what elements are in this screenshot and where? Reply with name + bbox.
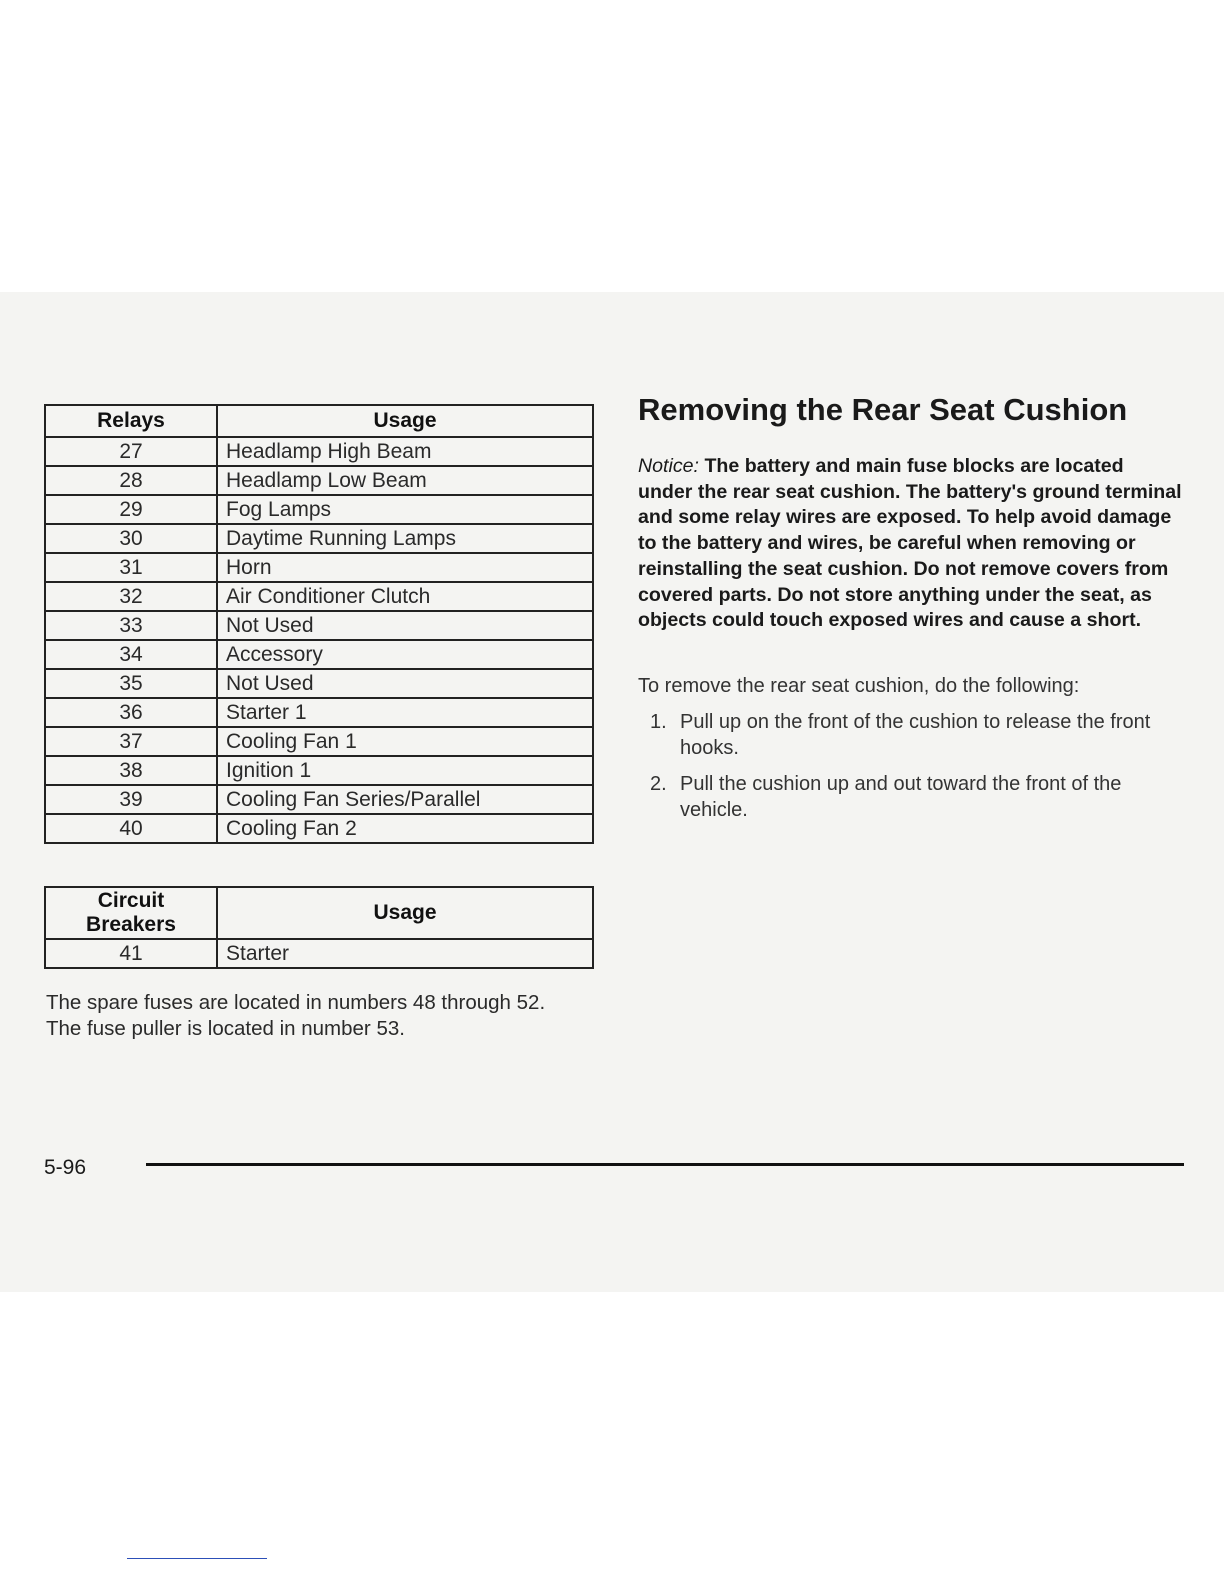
relay-number: 38 xyxy=(45,756,217,785)
list-item xyxy=(638,710,1183,761)
relay-number: 33 xyxy=(45,611,217,640)
table-row xyxy=(45,437,593,466)
table-row xyxy=(45,698,593,727)
table-row xyxy=(45,785,593,814)
breaker-usage: Starter xyxy=(217,939,593,968)
relay-usage: Cooling Fan Series/Parallel xyxy=(217,785,593,814)
notice-text: The battery and main fuse blocks are located under the rear seat cushion. The battery's ground terminal and some relay wires are exposed. To help avoid damage to the battery and wires, be careful when removing or reinstalling the seat cushion. Do not remove covers from covered parts. Do not store anything under the seat, as objects could touch exposed wires and cause a short. xyxy=(638,455,1182,632)
notice-label: Notice: xyxy=(638,455,699,477)
table-row xyxy=(45,524,593,553)
relay-number: 36 xyxy=(45,698,217,727)
relay-usage: Cooling Fan 1 xyxy=(217,727,593,756)
relay-number: 35 xyxy=(45,669,217,698)
table-row xyxy=(45,939,593,968)
step-text: Pull up on the front of the cushion to release the front hooks. xyxy=(680,711,1151,759)
table-row xyxy=(45,640,593,669)
relay-usage: Cooling Fan 2 xyxy=(217,814,593,843)
bottom-link-underline xyxy=(127,1558,267,1559)
procedure-steps xyxy=(638,710,1183,834)
relay-usage: Ignition 1 xyxy=(217,756,593,785)
relay-usage: Headlamp Low Beam xyxy=(217,466,593,495)
relay-usage: Not Used xyxy=(217,669,593,698)
header-line: Breakers xyxy=(86,913,176,936)
usage-column-header: Usage xyxy=(217,887,593,939)
table-row xyxy=(45,611,593,640)
relays-column-header: Relays xyxy=(45,405,217,437)
usage-column-header: Usage xyxy=(217,405,593,437)
table-header-row xyxy=(45,887,593,939)
relay-number: 29 xyxy=(45,495,217,524)
relay-number: 28 xyxy=(45,466,217,495)
page-number: 5-96 xyxy=(44,1156,87,1179)
table-header-row xyxy=(45,405,593,437)
procedure-intro: To remove the rear seat cushion, do the following: xyxy=(638,675,1080,697)
relay-number: 37 xyxy=(45,727,217,756)
list-item xyxy=(638,772,1183,823)
notice-paragraph xyxy=(638,454,1183,634)
relay-usage: Daytime Running Lamps xyxy=(217,524,593,553)
relay-number: 40 xyxy=(45,814,217,843)
step-number: 2. xyxy=(650,773,667,795)
table-row xyxy=(45,669,593,698)
note-line: The fuse puller is located in number 53. xyxy=(46,1017,405,1040)
table-row xyxy=(45,466,593,495)
footer-divider xyxy=(146,1163,1184,1166)
relay-usage: Horn xyxy=(217,553,593,582)
table-row xyxy=(45,582,593,611)
spare-fuses-note xyxy=(46,990,606,1042)
relay-number: 34 xyxy=(45,640,217,669)
step-number: 1. xyxy=(650,711,667,733)
relay-usage: Fog Lamps xyxy=(217,495,593,524)
circuit-breakers-table xyxy=(44,886,594,969)
header-line: Circuit xyxy=(97,889,165,912)
relay-number: 31 xyxy=(45,553,217,582)
step-text: Pull the cushion up and out toward the front of the vehicle. xyxy=(680,773,1122,821)
relay-number: 30 xyxy=(45,524,217,553)
relay-usage: Starter 1 xyxy=(217,698,593,727)
relay-usage: Headlamp High Beam xyxy=(217,437,593,466)
breaker-number: 41 xyxy=(45,939,217,968)
table-row xyxy=(45,553,593,582)
table-row xyxy=(45,756,593,785)
table-row xyxy=(45,814,593,843)
relay-number: 32 xyxy=(45,582,217,611)
section-title: Removing the Rear Seat Cushion xyxy=(638,392,1128,427)
relay-usage: Air Conditioner Clutch xyxy=(217,582,593,611)
table-row xyxy=(45,495,593,524)
relay-usage: Not Used xyxy=(217,611,593,640)
circuit-breakers-column-header xyxy=(45,887,217,939)
table-row xyxy=(45,727,593,756)
note-line: The spare fuses are located in numbers 48 through 52. xyxy=(46,991,546,1014)
relays-table xyxy=(44,404,594,844)
relay-number: 27 xyxy=(45,437,217,466)
relay-number: 39 xyxy=(45,785,217,814)
relay-usage: Accessory xyxy=(217,640,593,669)
